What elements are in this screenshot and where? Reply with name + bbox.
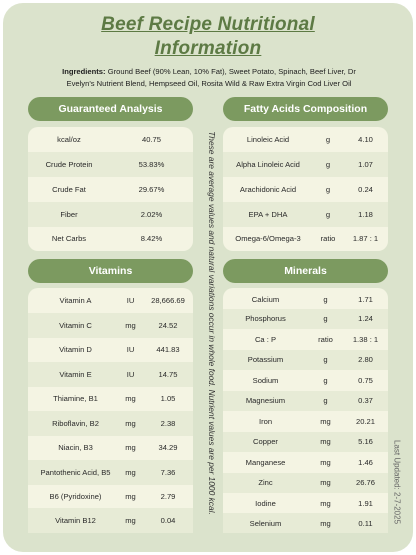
- average-values-note: [206, 128, 218, 518]
- nutrient-name: Iodine: [255, 498, 276, 508]
- table-row: [28, 362, 193, 387]
- nutrient-value: 8.42%: [140, 234, 163, 243]
- nutrient-unit: mg: [320, 478, 331, 487]
- nutrient-value: 5.16: [358, 437, 373, 446]
- nutrient-name: Arachidonic Acid: [239, 185, 297, 194]
- nutrient-unit: g: [323, 396, 328, 405]
- nutrient-name: Alpha Linoleic Acid: [236, 160, 300, 169]
- nutrient-value: 4.10: [358, 135, 373, 144]
- nutrient-unit: mg: [125, 516, 136, 525]
- nutrient-name: Thiamine, B1: [53, 394, 98, 403]
- nutrient-unit: mg: [125, 492, 136, 501]
- nutrient-value: 1.91: [358, 498, 373, 508]
- nutrient-name: Vitamin E: [59, 369, 92, 379]
- nutrient-name: Sodium: [252, 375, 279, 385]
- nutrient-name: Linoleic Acid: [246, 135, 290, 144]
- table-row: [223, 432, 388, 452]
- table-row: [223, 370, 388, 390]
- minerals-table: [223, 288, 388, 533]
- nutrient-value: 53.83%: [138, 160, 165, 169]
- nutrient-unit: mg: [320, 416, 331, 426]
- nutrient-value: 1.46: [358, 457, 373, 467]
- table-row: [28, 226, 193, 251]
- table-row: [28, 411, 193, 436]
- nutrient-name: Iron: [258, 416, 273, 426]
- nutrient-value: 1.05: [160, 394, 176, 403]
- vitamins-header: Vitamins: [28, 259, 193, 283]
- nutrient-value: 34.29: [158, 443, 178, 452]
- minerals-header: Minerals: [223, 259, 388, 283]
- nutrient-unit: IU: [126, 369, 135, 379]
- nutrient-value: 1.38 : 1: [352, 334, 379, 344]
- average-values-note-text: These are average values and natural variations occur in whole food. Nutrient values are per 1000 kcal.: [207, 131, 217, 515]
- nutrient-value: 40.75: [141, 135, 161, 144]
- nutrient-unit: mg: [320, 518, 331, 528]
- page-title: Beef Recipe Nutritional: [101, 14, 315, 35]
- nutrient-value: 28,666.69: [151, 296, 185, 305]
- nutrient-value: 7.36: [160, 467, 176, 477]
- table-row: [28, 288, 193, 313]
- nutrient-unit: g: [323, 375, 328, 385]
- ingredients-text-2: Evelyn's Nutrient Blend, Hempseed Oil, Rosita Wild & Raw Extra Virgin Cod Liver Oil: [66, 79, 352, 88]
- nutrient-name: Calcium: [251, 294, 280, 304]
- nutrient-value: 2.80: [358, 355, 373, 364]
- nutrient-unit: g: [325, 210, 331, 219]
- nutrient-value: 0.75: [358, 375, 373, 385]
- nutrient-name: Phosphorus: [245, 314, 286, 323]
- nutrient-name: Omega-6/Omega-3: [235, 234, 301, 243]
- table-row: [28, 508, 193, 533]
- last-updated-text: Last Updated: 2-7-2025: [392, 439, 402, 525]
- nutrient-name: Zinc: [258, 478, 273, 487]
- nutrient-name: Vitamin B12: [55, 516, 96, 525]
- nutrient-unit: g: [323, 294, 328, 304]
- nutrient-value: 0.37: [358, 396, 373, 405]
- nutrient-unit: mg: [320, 457, 331, 467]
- table-row: [223, 411, 388, 431]
- nutrient-unit: g: [323, 314, 328, 323]
- table-row: [223, 177, 388, 202]
- nutrient-unit: mg: [125, 467, 136, 477]
- nutrient-name: Niacin, B3: [58, 443, 93, 452]
- nutrient-name: kcal/oz: [57, 135, 81, 144]
- nutrient-value: 1.87 : 1: [352, 234, 379, 243]
- nutrient-value: 1.07: [358, 160, 373, 169]
- nutrient-value: 1.24: [358, 314, 373, 323]
- table-row: [223, 473, 388, 493]
- nutrient-name: Vitamin C: [59, 320, 92, 330]
- table-row: [223, 226, 388, 251]
- table-row: [28, 313, 193, 338]
- nutrient-unit: mg: [320, 437, 331, 446]
- nutrient-value: 14.75: [158, 369, 178, 379]
- nutrient-unit: mg: [125, 394, 136, 403]
- nutrient-name: Pantothenic Acid, B5: [40, 467, 111, 477]
- nutrient-unit: mg: [125, 320, 136, 330]
- table-row: [223, 127, 388, 152]
- nutrient-value: 0.24: [358, 185, 373, 194]
- last-updated: [392, 440, 402, 550]
- guaranteed-analysis-table: [28, 127, 193, 251]
- nutrient-value: 24.52: [158, 320, 178, 330]
- nutrient-unit: g: [323, 355, 328, 364]
- nutrient-name: Vitamin A: [59, 296, 92, 305]
- table-row: [28, 484, 193, 509]
- nutrient-name: Crude Fat: [52, 185, 86, 194]
- table-row: [28, 127, 193, 152]
- nutrient-value: 0.04: [160, 516, 176, 525]
- table-row: [28, 202, 193, 227]
- nutrient-unit: ratio: [318, 334, 333, 344]
- table-row: [223, 309, 388, 329]
- nutrient-value: 1.18: [358, 210, 373, 219]
- table-row: [223, 329, 388, 349]
- table-row: [223, 513, 388, 533]
- nutrient-value: 20.21: [355, 416, 375, 426]
- table-row: [28, 337, 193, 362]
- nutrient-name: Ca : P: [254, 334, 277, 344]
- ingredients-label: Ingredients:: [62, 67, 106, 76]
- nutrient-name: Selenium: [249, 518, 282, 528]
- nutrient-unit: mg: [125, 418, 136, 428]
- nutrient-name: Potassium: [247, 355, 284, 364]
- nutrient-value: 2.02%: [140, 210, 163, 219]
- nutrient-value: 26.76: [355, 478, 375, 487]
- table-row: [28, 386, 193, 411]
- nutrient-value: 1.71: [358, 294, 373, 304]
- nutrient-name: Magnesium: [245, 396, 286, 405]
- table-row: [223, 202, 388, 227]
- nutrient-unit: mg: [320, 498, 331, 508]
- vitamins-table: [28, 288, 193, 533]
- nutrient-unit: IU: [126, 345, 135, 354]
- nutrient-name: EPA + DHA: [248, 210, 288, 219]
- ingredients: [24, 66, 394, 90]
- fatty-acids-table: [223, 127, 388, 251]
- nutrient-name: Copper: [253, 437, 278, 446]
- nutrient-name: Fiber: [60, 210, 78, 219]
- nutrient-unit: IU: [126, 296, 135, 305]
- guaranteed-analysis-header: Guaranteed Analysis: [28, 97, 193, 121]
- nutrient-name: Vitamin D: [59, 345, 92, 354]
- nutrient-value: 441.83: [156, 345, 180, 354]
- table-row: [223, 493, 388, 513]
- table-row: [28, 435, 193, 460]
- nutrient-value: 29.67%: [138, 185, 165, 194]
- nutrient-value: 2.79: [160, 492, 176, 501]
- table-row: [223, 350, 388, 370]
- nutrient-unit: ratio: [320, 234, 336, 243]
- fatty-acids-header: Fatty Acids Composition: [223, 97, 388, 121]
- nutrient-name: Manganese: [245, 457, 286, 467]
- page-title-line2: Information: [154, 38, 262, 59]
- nutrient-name: Riboflavin, B2: [52, 418, 99, 428]
- table-row: [223, 288, 388, 310]
- nutrient-value: 2.38: [160, 418, 176, 428]
- ingredients-text-1: Ground Beef (90% Lean, 10% Fat), Sweet Potato, Spinach, Beef Liver, Dr: [107, 67, 356, 76]
- nutrient-unit: g: [325, 160, 331, 169]
- nutrient-value: 0.11: [358, 518, 373, 528]
- table-row: [28, 460, 193, 485]
- table-row: [223, 391, 388, 411]
- nutrient-name: B6 (Pyridoxine): [49, 492, 102, 501]
- table-row: [223, 452, 388, 472]
- nutrient-unit: mg: [125, 443, 136, 452]
- nutrient-name: Net Carbs: [51, 234, 87, 243]
- table-row: [28, 177, 193, 202]
- table-row: [28, 152, 193, 177]
- nutrient-unit: g: [325, 185, 331, 194]
- nutrient-unit: g: [325, 135, 331, 144]
- table-row: [223, 152, 388, 177]
- nutrient-name: Crude Protein: [45, 160, 93, 169]
